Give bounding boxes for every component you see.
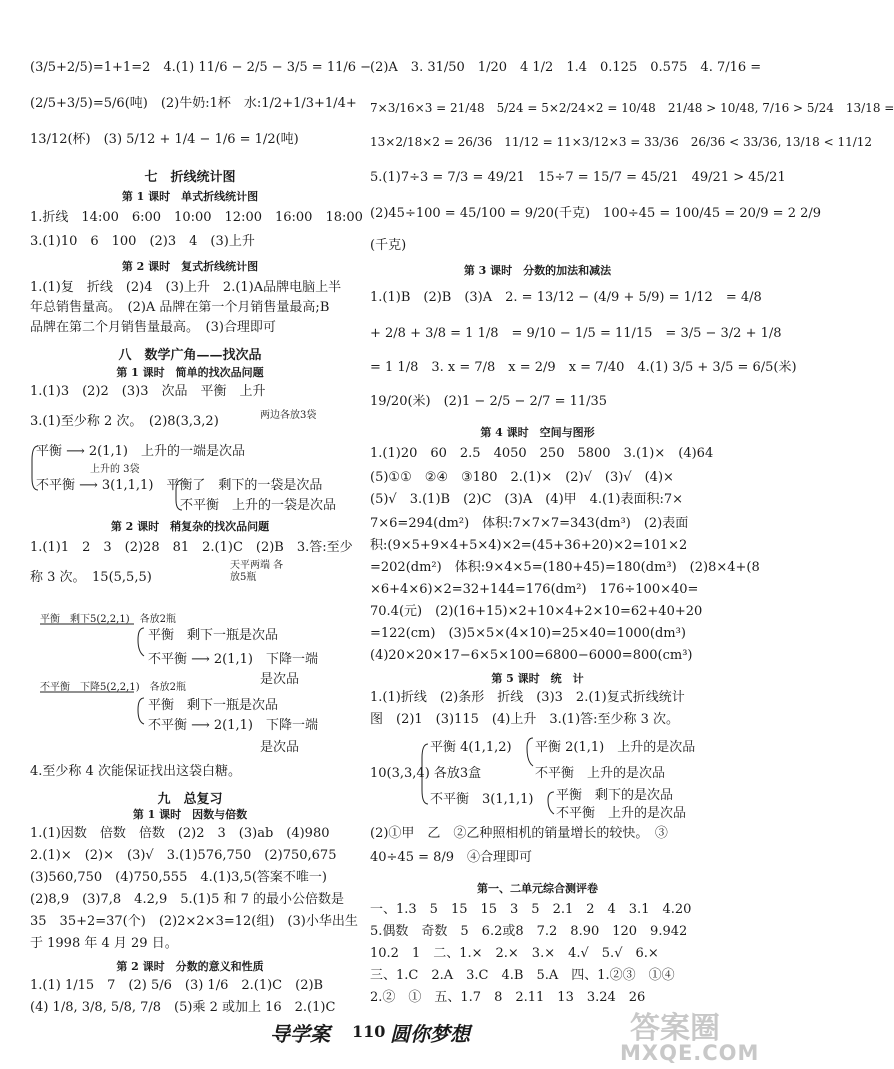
- text-line: 1.(1)20 60 2.5 4050 250 5800 3.(1)× (4)64: [370, 446, 714, 461]
- text-line: 图 (2)1 (3)115 (4)上升 3.(1)答:至少称 3 次。: [370, 712, 680, 727]
- text-line: 10.2 1 二、1.× 2.× 3.× 4.√ 5.√ 6.×: [370, 946, 659, 961]
- text-line: 19/20(米) (2)1 − 2/5 − 2/7 = 11/35: [370, 394, 608, 409]
- text-line: ×6+4×6)×2=32+144=176(dm²) 176÷100×40=: [370, 582, 699, 597]
- text-line: 平衡 2(1,1) 上升的是次品: [535, 740, 696, 755]
- text-line: 1.(1)3 (2)2 (3)3 次品 平衡 上升: [30, 384, 266, 399]
- text-line: 平衡 4(1,1,2): [430, 740, 512, 755]
- text-line: (3/5+2/5)=1+1=2 4.(1) 11/6 − 2/5 − 3/5 = 11/6 −: [30, 60, 372, 75]
- watermark-url: MXQE.COM: [620, 1041, 760, 1065]
- text-line: 平衡 ⟶ 2(1,1) 上升的一端是次品: [36, 444, 245, 459]
- text-line: = 1 1/8 3. x = 7/8 x = 2/9 x = 7/40 4.(1) 3/5 + 3/5 = 6/5(米): [370, 360, 797, 375]
- lesson-title: 第 2 课时 复式折线统计图: [121, 260, 259, 273]
- text-line: 一、1.3 5 15 15 3 5 2.1 2 4 3.1 4.20: [370, 902, 692, 917]
- text-line: 平衡 剩下的是次品: [556, 788, 674, 803]
- text-line: 不平衡 3(1,1,1): [430, 792, 534, 807]
- text-line: (千克): [370, 238, 407, 253]
- arrow-label: 平衡 剩下5(2,2,1) 各放2瓶: [40, 614, 176, 625]
- page-number: 110: [352, 1022, 386, 1041]
- text-line: 三、1.C 2.A 3.C 4.B 5.A 四、1.②③ ①④: [370, 968, 675, 983]
- text-line: 不平衡 ⟶ 3(1,1,1) 平衡了 剩下的一袋是次品: [36, 478, 323, 493]
- section-title: 八 数学广角——找次品: [118, 348, 262, 363]
- text-line: 不平衡 上升的一袋是次品: [180, 498, 337, 513]
- text-line: 是次品: [260, 672, 300, 687]
- text-line: (2/5+3/5)=5/6(吨) (2)牛奶:1杯 水:1/2+1/3+1/4+: [30, 96, 357, 111]
- text-line: (4)20×20×17−6×5×100=6800−6000=800(cm³): [370, 648, 693, 663]
- text-line: + 2/8 + 3/8 = 1 1/8 = 9/10 − 1/5 = 11/15 = 3/5 − 3/2 + 1/8: [370, 326, 782, 341]
- text-line: 5.偶数 奇数 5 6.2或8 7.2 8.90 120 9.942: [370, 924, 688, 939]
- text-line: 3.(1)10 6 100 (2)3 4 (3)上升: [30, 234, 255, 249]
- text-line: 2.② ① 五、1.7 8 2.11 13 3.24 26: [370, 990, 646, 1005]
- arrow-label: 不平衡 下降5(2,2,1) 各放2瓶: [40, 682, 186, 693]
- text-line: 1.(1) 1/15 7 (2) 5/6 (3) 1/6 2.(1)C (2)B: [30, 978, 324, 993]
- text-line: 1.(1)复 折线 (2)4 (3)上升 2.(1)A品牌电脑上半: [30, 280, 342, 295]
- text-line: 1.折线 14:00 6:00 10:00 12:00 16:00 18:00: [30, 210, 363, 225]
- text-line: 不平衡 ⟶ 2(1,1) 下降一端: [148, 652, 318, 667]
- watermark-text: 答案圈: [630, 1011, 720, 1046]
- text-line: (2)8,9 (3)7,8 4.2,9 5.(1)5 和 7 的最小公倍数是: [30, 892, 345, 907]
- text-line: 不平衡 ⟶ 2(1,1) 下降一端: [148, 718, 318, 733]
- text-line: 积:(9×5+9×4+5×4)×2=(45+36+20)×2=101×2: [370, 538, 688, 553]
- lesson-title: 第 1 课时 因数与倍数: [132, 808, 248, 821]
- text-line: (2)①甲 乙 ②乙种照相机的销量增长的较快。 ③: [370, 826, 668, 841]
- text-line: 平衡 剩下一瓶是次品: [148, 628, 279, 643]
- text-line: (3)560,750 (4)750,555 4.(1)3,5(答案不唯一): [30, 870, 327, 885]
- text-line: (4) 1/8, 3/8, 5/8, 7/8 (5)乘 2 或加上 16 2.(1)C: [30, 1000, 336, 1015]
- lesson-title: 第 4 课时 空间与图形: [480, 426, 595, 439]
- arrow-label: 上升的 3袋: [90, 464, 140, 475]
- text-line: 40÷45 = 8/9 ④合理即可: [370, 850, 533, 865]
- section-title: 七 折线统计图: [144, 170, 236, 185]
- text-line: 不平衡 上升的是次品: [535, 766, 666, 781]
- footer-left-text: 导学案: [270, 1022, 330, 1046]
- lesson-title: 第一、二单元综合测评卷: [477, 882, 598, 895]
- text-line: 5.(1)7÷3 = 7/3 = 49/21 15÷7 = 15/7 = 45/21 49/21 > 45/21: [370, 170, 786, 185]
- decision-tree-diagram: [30, 600, 350, 760]
- text-line: 3.(1)至少称 2 次。 (2)8(3,3,2): [30, 414, 219, 429]
- text-line: (5)√ 3.(1)B (2)C (3)A (4)甲 4.(1)表面积:7×: [370, 492, 684, 507]
- arrow-label: 两边各放3袋: [260, 410, 317, 421]
- lesson-title: 第 1 课时 简单的找次品问题: [116, 366, 264, 379]
- text-line: 1.(1)B (2)B (3)A 2. = 13/12 − (4/9 + 5/9) = 1/12 = 4/8: [370, 290, 762, 305]
- section-title: 九 总复习: [157, 792, 223, 807]
- arrow-label: 天平两端 各放5瓶: [230, 560, 284, 583]
- text-line: 7×3/16×3 = 21/48 5/24 = 5×2/24×2 = 10/48 21/48 > 10/48, 7/16 > 5/24 13/18 =: [370, 101, 894, 115]
- text-line: 1.(1)折线 (2)条形 折线 (3)3 2.(1)复式折线统计: [370, 690, 685, 705]
- text-line: 不平衡 上升的是次品: [556, 806, 687, 821]
- text-line: (5)①① ②④ ③180 2.(1)× (2)√ (3)√ (4)×: [370, 470, 674, 485]
- text-line: 于 1998 年 4 月 29 日。: [30, 936, 178, 951]
- text-line: 称 3 次。 15(5,5,5): [30, 570, 152, 585]
- footer-right-text: 圆你梦想: [390, 1022, 470, 1046]
- text-line: 13/12(杯) (3) 5/12 + 1/4 − 1/6 = 1/2(吨): [30, 132, 299, 147]
- text-line: 7×6=294(dm²) 体积:7×7×7=343(dm³) (2)表面: [370, 516, 689, 531]
- text-line: 10(3,3,4) 各放3盒: [370, 766, 482, 781]
- lesson-title: 第 1 课时 单式折线统计图: [121, 190, 259, 203]
- decision-tree-diagram: [30, 440, 350, 530]
- text-line: =202(dm²) 体积:9×4×5=(180+45)=180(dm³) (2)8×4+(8: [370, 560, 760, 575]
- text-line: 2.(1)× (2)× (3)√ 3.(1)576,750 (2)750,675: [30, 848, 337, 863]
- watermark-logo: [620, 1003, 760, 1067]
- decision-tree-diagram: [370, 734, 705, 824]
- text-line: (2)45÷100 = 45/100 = 9/20(千克) 100÷45 = 100/45 = 20/9 = 2 2/9: [370, 206, 822, 221]
- lesson-title: 第 5 课时 统 计: [491, 672, 584, 685]
- text-line: 1.(1)因数 倍数 倍数 (2)2 3 (3)ab (4)980: [30, 826, 330, 841]
- text-line: 品牌在第二个月销售量最高。 (3)合理即可: [30, 320, 276, 335]
- text-line: 是次品: [260, 740, 300, 755]
- lesson-title: 第 2 课时 稍复杂的找次品问题: [110, 520, 270, 533]
- lesson-title: 第 2 课时 分数的意义和性质: [116, 960, 264, 973]
- text-line: 平衡 剩下一瓶是次品: [148, 698, 279, 713]
- text-line: 70.4(元) (2)(16+15)×2+10×4+2×10=62+40+20: [370, 604, 703, 619]
- text-line: 4.至少称 4 次能保证找出这袋白糖。: [30, 764, 241, 779]
- text-line: 35 35+2=37(个) (2)2×2×3=12(组) (3)小华出生: [30, 914, 358, 929]
- text-line: 年总销售量高。 (2)A 品牌在第一个月销售量最高;B: [30, 300, 330, 315]
- text-line: 1.(1)1 2 3 (2)28 81 2.(1)C (2)B 3.答:至少: [30, 540, 353, 555]
- text-line: (2)A 3. 31/50 1/20 4 1/2 1.4 0.125 0.575 4. 7/16 =: [370, 60, 762, 75]
- text-line: 13×2/18×2 = 26/36 11/12 = 11×3/12×3 = 33/36 26/36 < 33/36, 13/18 < 11/12: [370, 135, 873, 149]
- lesson-title: 第 3 课时 分数的加法和减法: [463, 264, 612, 277]
- text-line: =122(cm) (3)5×5×(4×10)=25×40=1000(dm³): [370, 626, 686, 641]
